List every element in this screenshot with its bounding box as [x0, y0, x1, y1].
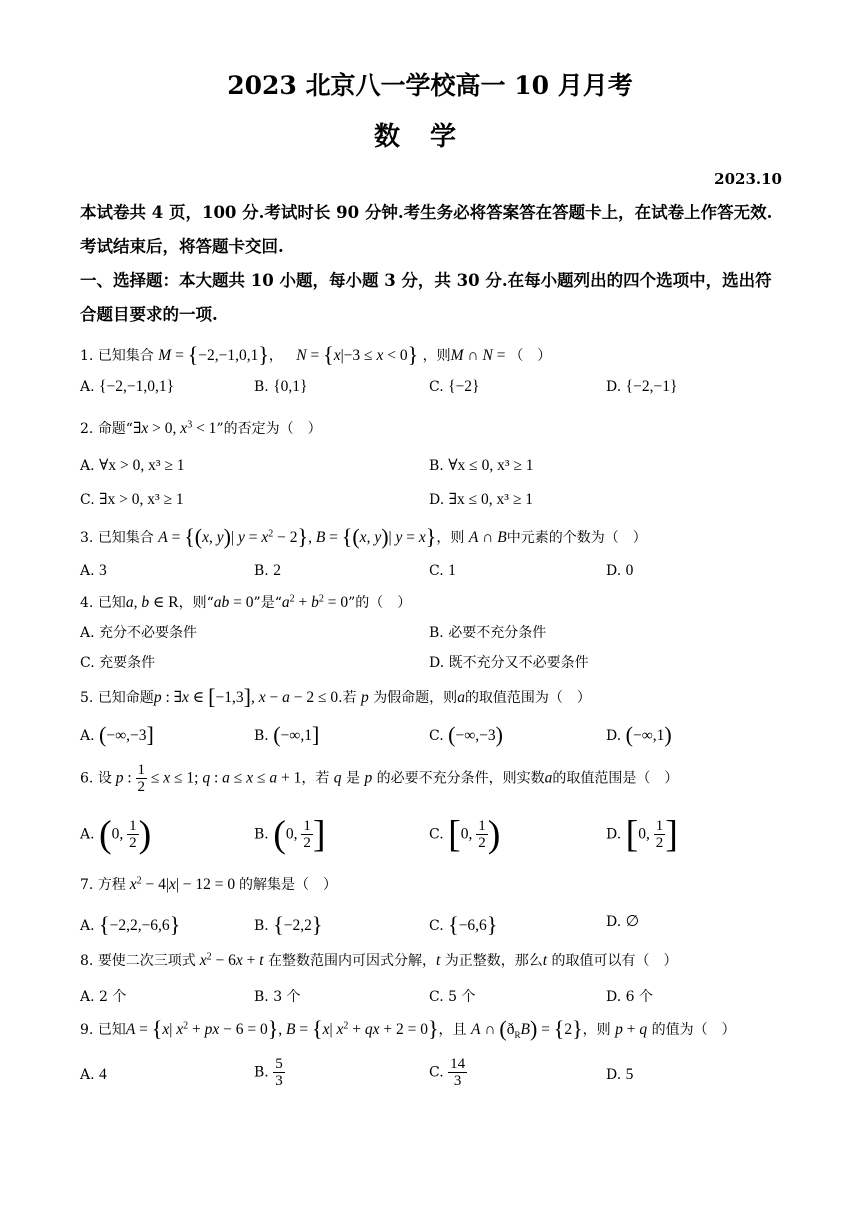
- q8-option-b[interactable]: B. 3 个: [254, 989, 301, 1005]
- question-1: 1. 已知集合 M = {−2,−1,0,1}， N = {x|−3 ≤ x < 0} ，则M ∩ N = （ ）: [80, 342, 552, 367]
- question-6: 6. 设 p : $\frac{1}{2}$ ≤ x ≤ 1; q : a ≤ x ≤ a + 1，若 q 是 p 的必要不充分条件，则实数a的取值范围是（ ）: [80, 762, 679, 795]
- q3-option-d[interactable]: D. 0: [606, 562, 634, 579]
- q4-option-a[interactable]: A. 充分不必要条件: [80, 625, 198, 641]
- q9-option-c[interactable]: C. $\frac{14}{3}$: [429, 1056, 466, 1089]
- q8-option-a[interactable]: A. 2 个: [80, 989, 127, 1005]
- q7-option-a[interactable]: A. {−2,2,−6,6}: [80, 912, 181, 937]
- section1-heading-1: 一、选择题：本大题共 10 小题，每小题 3 分，共 30 分.在每小题列出的四个选项中，选出符: [80, 271, 772, 290]
- q9-option-b[interactable]: B. $\frac{5}{3}$: [254, 1056, 283, 1089]
- q9-option-d[interactable]: D. 5: [606, 1066, 634, 1083]
- q5-option-a[interactable]: A. (−∞,−3]: [80, 722, 154, 747]
- q9-option-a[interactable]: A. 4: [80, 1066, 107, 1083]
- q7-option-d[interactable]: D. ∅: [606, 913, 640, 930]
- intro-line-1: 本试卷共 4 页，100 分.考试时长 90 分钟.考生务必将答案答在答题卡上，在试卷上作答无效.: [80, 203, 773, 222]
- question-7: 7. 方程 $x^2 - 4|x| - 12 = 0$ 的解集是（ ）: [80, 875, 338, 893]
- q8-option-d[interactable]: D. 6 个: [606, 989, 653, 1005]
- q2-option-b[interactable]: B. ∀x ≤ 0, x³ ≥ 1: [429, 457, 534, 474]
- q5-option-d[interactable]: D. (−∞,1): [606, 722, 672, 747]
- q6-option-d[interactable]: D. [0, $\frac{1}{2}$ ]: [606, 813, 678, 856]
- q1-option-a[interactable]: A. {−2,−1,0,1}: [80, 378, 175, 395]
- q1-option-c[interactable]: C. {−2}: [429, 378, 480, 395]
- q2-option-c[interactable]: C. ∃x > 0, x³ ≥ 1: [80, 491, 184, 508]
- question-3: 3. 已知集合 A = {(x, y)| $y = x^2 - 2$}, B = {(x, y)| y = x}，则 A ∩ B中元素的个数为（ ）: [80, 524, 647, 549]
- q4-option-d[interactable]: D. 既不充分又不必要条件: [429, 655, 589, 671]
- q7-option-c[interactable]: C. {−6,6}: [429, 912, 498, 937]
- question-5: 5. 已知命题p : ∃x ∈ [−1,3], x − a − 2 ≤ 0.若 p 为假命题，则a的取值范围为（ ）: [80, 684, 591, 709]
- q2-option-a[interactable]: A. ∀x > 0, x³ ≥ 1: [80, 457, 185, 474]
- q4-option-b[interactable]: B. 必要不充分条件: [429, 625, 547, 641]
- q2-option-d[interactable]: D. ∃x ≤ 0, x³ ≥ 1: [429, 491, 533, 508]
- exam-title: 2023 北京八一学校高一 10 月月考: [227, 71, 633, 100]
- q5-option-b[interactable]: B. (−∞,1]: [254, 722, 320, 747]
- question-8: 8. 要使二次三项式 $x^2 - 6x + t$ 在整数范围内可因式分解，t 为正整数，那么t 的取值可以有（ ）: [80, 951, 678, 969]
- q8-option-c[interactable]: C. 5 个: [429, 989, 476, 1005]
- section1-heading-2: 合题目要求的一项.: [80, 305, 218, 324]
- q3-option-a[interactable]: A. 3: [80, 562, 107, 579]
- q1-option-d[interactable]: D. {−2,−1}: [606, 378, 678, 395]
- exam-subject: 数学: [373, 122, 486, 152]
- q4-option-c[interactable]: C. 充要条件: [80, 655, 156, 671]
- q6-option-c[interactable]: C. [0, $\frac{1}{2}$ ): [429, 813, 501, 856]
- q1-option-b[interactable]: B. {0,1}: [254, 378, 308, 395]
- question-4: 4. 已知a, b ∈ R，则“ab = 0”是“$a^2 + b^2 = 0$”的（ ）: [80, 593, 412, 611]
- q3-option-b[interactable]: B. 2: [254, 562, 281, 579]
- q3-option-c[interactable]: C. 1: [429, 562, 456, 579]
- exam-date: 2023.10: [714, 170, 782, 188]
- q6-option-a[interactable]: A. (0, $\frac{1}{2}$ ): [80, 813, 152, 856]
- question-9: 9. 已知A = {x| $x^2$ + px − 6 = 0}, B = {x| $x^2$ + qx + 2 = 0}，且 A ∩ $(ð_RB) = \{2\}$，则 p + q 的值为（ ）: [80, 1016, 736, 1041]
- q7-option-b[interactable]: B. {−2,2}: [254, 912, 323, 937]
- intro-line-2: 考试结束后，将答题卡交回.: [80, 237, 284, 256]
- q5-option-c[interactable]: C. (−∞,−3): [429, 722, 503, 747]
- question-2: 2. 命题“∃x > 0, $x^3 < 1$”的否定为（ ）: [80, 419, 322, 437]
- q6-option-b[interactable]: B. (0, $\frac{1}{2}$ ]: [254, 813, 326, 856]
